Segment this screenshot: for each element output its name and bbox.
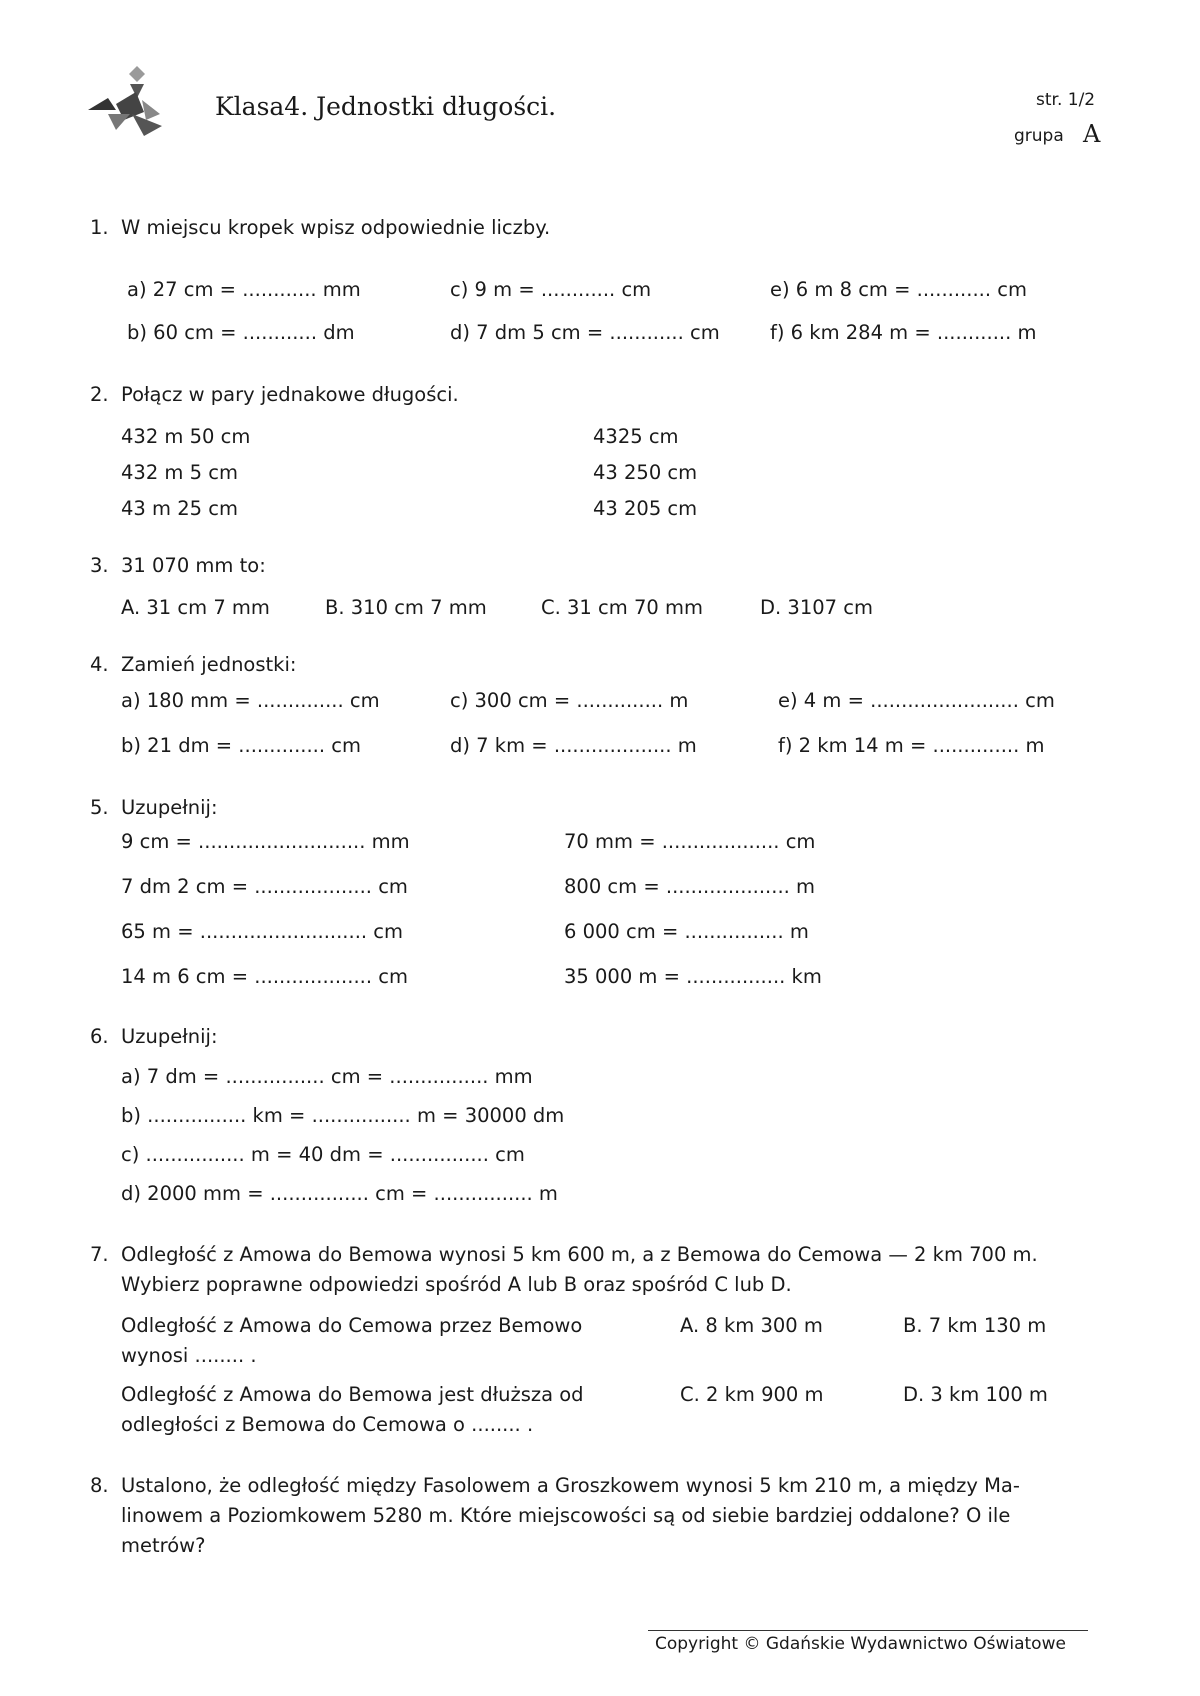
page-title: Klasa4. Jednostki długości. — [215, 92, 557, 121]
publisher-logo — [86, 64, 170, 138]
group-label: grupa — [1014, 126, 1064, 146]
question-number: 5. — [90, 796, 109, 819]
answer-option-b: B. 7 km 130 m — [903, 1314, 1047, 1337]
exercise-item: 14 m 6 cm = ................... cm — [121, 965, 408, 988]
exercise-item: b) 21 dm = .............. cm — [121, 734, 361, 757]
question-prompt: 31 070 mm to: — [121, 554, 266, 577]
question-number: 6. — [90, 1025, 109, 1048]
question-number: 2. — [90, 383, 109, 406]
question-number: 1. — [90, 216, 109, 239]
answer-option-c: C. 31 cm 70 mm — [541, 596, 703, 619]
match-right-item: 4325 cm — [593, 425, 679, 448]
question-number: 7. — [90, 1243, 109, 1266]
exercise-item: 35 000 m = ................ km — [564, 965, 822, 988]
sub-question-text: Odległość z Amowa do Bemowa jest dłuższa od — [121, 1383, 584, 1406]
question-prompt: Uzupełnij: — [121, 1025, 218, 1048]
sub-question-text: Odległość z Amowa do Cemowa przez Bemowo — [121, 1314, 583, 1337]
exercise-item: d) 2000 mm = ................ cm = ................ m — [121, 1182, 558, 1205]
exercise-item: 7 dm 2 cm = ................... cm — [121, 875, 408, 898]
question-number: 3. — [90, 554, 109, 577]
exercise-item: a) 27 cm = ............ mm — [127, 278, 361, 301]
exercise-item: 800 cm = .................... m — [564, 875, 816, 898]
exercise-item: 6 000 cm = ................ m — [564, 920, 809, 943]
question-text: metrów? — [121, 1534, 206, 1557]
match-right-item: 43 250 cm — [593, 461, 698, 484]
answer-option-a: A. 31 cm 7 mm — [121, 596, 270, 619]
exercise-item: b) ................ km = ................ m = 30000 dm — [121, 1104, 565, 1127]
answer-option-c: C. 2 km 900 m — [680, 1383, 824, 1406]
footer-divider — [648, 1630, 1088, 1631]
exercise-item: 65 m = ........................... cm — [121, 920, 404, 943]
group-letter: A — [1083, 120, 1101, 148]
answer-option-b: B. 310 cm 7 mm — [325, 596, 487, 619]
question-number: 4. — [90, 653, 109, 676]
exercise-item: c) 9 m = ............ cm — [450, 278, 652, 301]
exercise-item: f) 6 km 284 m = ............ m — [770, 321, 1037, 344]
question-text: Wybierz poprawne odpowiedzi spośród A lub B oraz spośród C lub D. — [121, 1273, 792, 1296]
question-prompt: Zamień jednostki: — [121, 653, 297, 676]
exercise-item: a) 7 dm = ................ cm = ................ mm — [121, 1065, 533, 1088]
exercise-item: c) 300 cm = .............. m — [450, 689, 689, 712]
exercise-item: a) 180 mm = .............. cm — [121, 689, 380, 712]
exercise-item: e) 4 m = ........................ cm — [778, 689, 1055, 712]
question-prompt: W miejscu kropek wpisz odpowiednie liczby. — [121, 216, 551, 239]
answer-option-a: A. 8 km 300 m — [680, 1314, 823, 1337]
match-left-item: 432 m 50 cm — [121, 425, 251, 448]
question-text: linowem a Poziomkowem 5280 m. Które miejscowości są od siebie bardziej oddalone? O ile — [121, 1504, 1011, 1527]
copyright-text: Copyright © Gdańskie Wydawnictwo Oświatowe — [655, 1634, 1066, 1654]
match-right-item: 43 205 cm — [593, 497, 698, 520]
page-number: str. 1/2 — [1036, 90, 1096, 110]
question-text: Odległość z Amowa do Bemowa wynosi 5 km 600 m, a z Bemowa do Cemowa — 2 km 700 m. — [121, 1243, 1038, 1266]
exercise-item: e) 6 m 8 cm = ............ cm — [770, 278, 1027, 301]
exercise-item: f) 2 km 14 m = .............. m — [778, 734, 1045, 757]
sub-question-text: odległości z Bemowa do Cemowa o ........ . — [121, 1413, 534, 1436]
question-text: Ustalono, że odległość między Fasolowem a Groszkowem wynosi 5 km 210 m, a między Ma- — [121, 1474, 1020, 1497]
match-left-item: 432 m 5 cm — [121, 461, 238, 484]
exercise-item: d) 7 km = ................... m — [450, 734, 697, 757]
match-left-item: 43 m 25 cm — [121, 497, 238, 520]
exercise-item: 9 cm = ........................... mm — [121, 830, 410, 853]
exercise-item: d) 7 dm 5 cm = ............ cm — [450, 321, 720, 344]
question-prompt: Połącz w pary jednakowe długości. — [121, 383, 459, 406]
question-number: 8. — [90, 1474, 109, 1497]
exercise-item: 70 mm = ................... cm — [564, 830, 816, 853]
answer-option-d: D. 3 km 100 m — [903, 1383, 1048, 1406]
exercise-item: b) 60 cm = ............ dm — [127, 321, 355, 344]
answer-option-d: D. 3107 cm — [760, 596, 873, 619]
question-prompt: Uzupełnij: — [121, 796, 218, 819]
sub-question-text: wynosi ........ . — [121, 1344, 257, 1367]
exercise-item: c) ................ m = 40 dm = ................ cm — [121, 1143, 525, 1166]
